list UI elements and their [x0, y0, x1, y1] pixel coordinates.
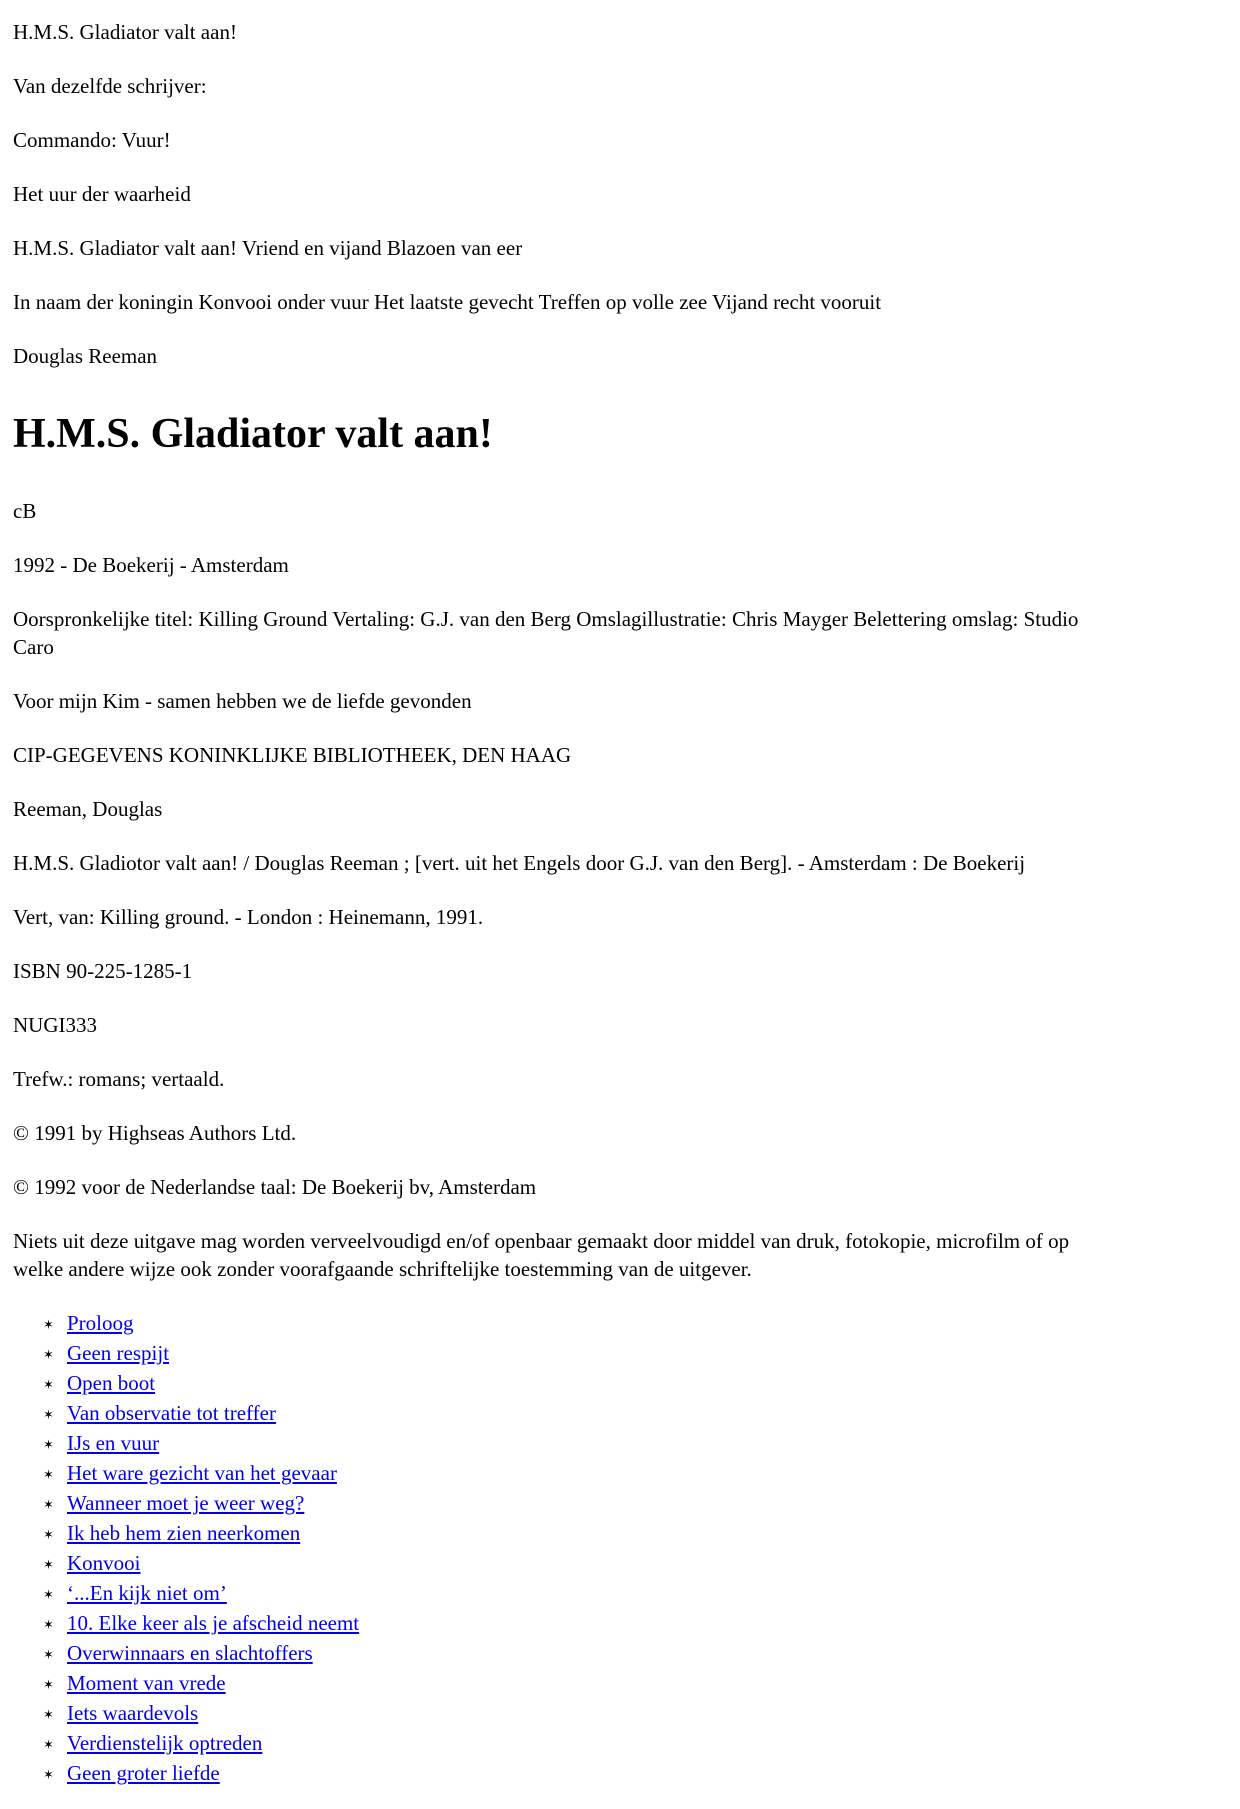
other-work-line: Commando: Vuur! [13, 128, 171, 152]
cip-heading: CIP-GEGEVENS KONINKLIJKE BIBLIOTHEEK, DEN HAAG [13, 743, 572, 768]
other-work-line: H.M.S. Gladiator valt aan! Vriend en vijand Blazoen van eer [13, 236, 523, 260]
nugi-line: NUGI333 [13, 1013, 97, 1038]
copyright-1992-line: © 1992 voor de Nederlandse taal: De Boekerij bv, Amsterdam [13, 1175, 537, 1200]
star-bullet-icon: ✶ [43, 1347, 54, 1363]
star-bullet-icon: ✶ [43, 1707, 54, 1723]
toc-link-verdienstelijk-optreden[interactable]: Verdienstelijk optreden [67, 1731, 263, 1756]
toc-item [43, 1459, 1157, 1489]
toc-item [43, 1579, 1157, 1609]
toc-link-konvooi[interactable]: Konvooi [67, 1551, 141, 1576]
toc-item [43, 1369, 1157, 1399]
toc-item [43, 1489, 1157, 1519]
toc-link-en-kijk-niet-om[interactable]: ‘...En kijk niet om’ [67, 1581, 227, 1606]
toc-link-wanneer-moet-je-weer-weg[interactable]: Wanneer moet je weer weg? [67, 1491, 305, 1516]
star-bullet-icon: ✶ [43, 1557, 54, 1573]
toc-item [43, 1669, 1157, 1699]
star-bullet-icon: ✶ [43, 1737, 54, 1753]
toc-link-van-observatie-tot-treffer[interactable]: Van observatie tot treffer [67, 1401, 276, 1426]
star-bullet-icon: ✶ [43, 1467, 54, 1483]
toc-link-moment-van-vrede[interactable]: Moment van vrede [67, 1671, 226, 1696]
star-bullet-icon: ✶ [43, 1437, 54, 1453]
star-bullet-icon: ✶ [43, 1497, 54, 1513]
toc-item [43, 1609, 1157, 1639]
toc-item [43, 1519, 1157, 1549]
star-bullet-icon: ✶ [43, 1377, 54, 1393]
catalog-entry: H.M.S. Gladiotor valt aan! / Douglas Reeman ; [vert. uit het Engels door G.J. van den Berg]. - Amsterdam : De Boekerij [13, 851, 1026, 876]
dedication-line: Voor mijn Kim - samen hebben we de liefde gevonden [13, 689, 472, 714]
star-bullet-icon: ✶ [43, 1617, 54, 1633]
toc-item [43, 1429, 1157, 1459]
toc-item [43, 1729, 1157, 1759]
same-author-heading: Van dezelfde schrijver: [13, 74, 207, 98]
toc-item [43, 1639, 1157, 1669]
toc-item [43, 1759, 1157, 1789]
toc-link-ik-heb-hem-zien-neerkomen[interactable]: Ik heb hem zien neerkomen [67, 1521, 301, 1546]
toc-link-elke-keer-als-je-afscheid-neemt[interactable]: 10. Elke keer als je afscheid neemt [67, 1611, 360, 1636]
toc-link-geen-respijt[interactable]: Geen respijt [67, 1341, 170, 1366]
toc-link-geen-groter-liefde[interactable]: Geen groter liefde [67, 1761, 220, 1786]
author-entry: Reeman, Douglas [13, 797, 163, 822]
other-work-line: In naam der koningin Konvooi onder vuur Het laatste gevecht Treffen op volle zee Vijand recht vooruit [13, 290, 882, 314]
star-bullet-icon: ✶ [43, 1317, 54, 1333]
toc-link-overwinnaars-en-slachtoffers[interactable]: Overwinnaars en slachtoffers [67, 1641, 313, 1666]
toc-item [43, 1549, 1157, 1579]
other-work-line: Het uur der waarheid [13, 182, 191, 206]
original-title-line: Oorspronkelijke titel: Killing Ground Vertaling: G.J. van den Berg Omslagillustratie: Chris Mayger Belettering omslag: Studio Caro [13, 607, 1079, 660]
copyright-1991-line: © 1991 by Highseas Authors Ltd. [13, 1121, 297, 1146]
author-name: Douglas Reeman [13, 344, 158, 368]
toc-link-iets-waardevols[interactable]: Iets waardevols [67, 1701, 199, 1726]
star-bullet-icon: ✶ [43, 1647, 54, 1663]
publisher-line: 1992 - De Boekerij - Amsterdam [13, 553, 289, 578]
table-of-contents [13, 1309, 1157, 1789]
edition-code: cB [13, 499, 37, 524]
keywords-line: Trefw.: romans; vertaald. [13, 1067, 225, 1092]
toc-link-open-boot[interactable]: Open boot [67, 1371, 156, 1396]
toc-link-het-ware-gezicht[interactable]: Het ware gezicht van het gevaar [67, 1461, 337, 1486]
star-bullet-icon: ✶ [43, 1527, 54, 1543]
star-bullet-icon: ✶ [43, 1767, 54, 1783]
toc-item [43, 1399, 1157, 1429]
star-bullet-icon: ✶ [43, 1677, 54, 1693]
rights-notice: Niets uit deze uitgave mag worden verveelvoudigd en/of openbaar gemaakt door middel van druk, fotokopie, microfilm of op welke andere wijze ook zonder voorafgaande schriftelijke toestemming van de uitgever. [13, 1229, 1070, 1282]
toc-item [43, 1309, 1157, 1339]
book-title: H.M.S. Gladiator valt aan! [13, 411, 493, 457]
translation-source-line: Vert, van: Killing ground. - London : Heinemann, 1991. [13, 905, 484, 930]
title-line: H.M.S. Gladiator valt aan! [13, 20, 237, 44]
toc-link-ijs-en-vuur[interactable]: IJs en vuur [67, 1431, 160, 1456]
toc-link-proloog[interactable]: Proloog [67, 1311, 134, 1336]
isbn-line: ISBN 90-225-1285-1 [13, 959, 193, 984]
star-bullet-icon: ✶ [43, 1587, 54, 1603]
star-bullet-icon: ✶ [43, 1407, 54, 1423]
toc-item [43, 1339, 1157, 1369]
toc-item [43, 1699, 1157, 1729]
